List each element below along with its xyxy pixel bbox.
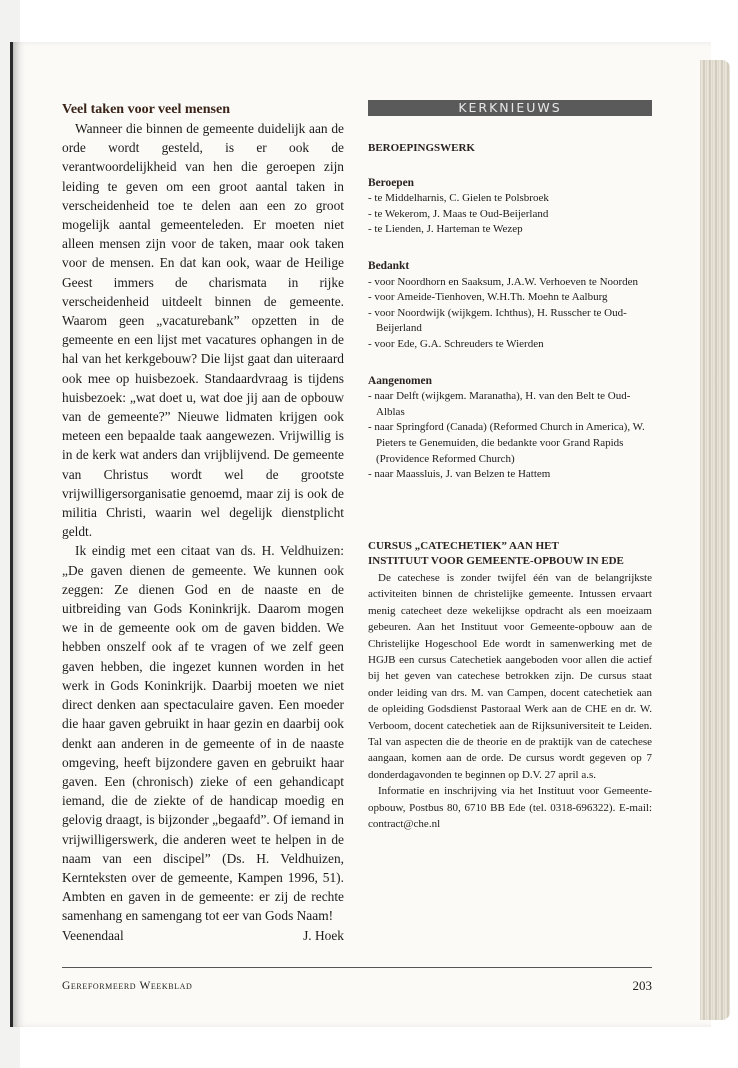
- publication-name: Gereformeerd Weekblad: [62, 980, 193, 992]
- article-heading: Veel taken voor veel mensen: [62, 102, 230, 117]
- list-item: - te Lienden, J. Harteman te Wezep: [368, 223, 523, 236]
- cursus-title-line-1: CURSUS „CATECHETIEK” AAN HET: [368, 539, 559, 552]
- article-paragraph-2: Ik eindig met een citaat van ds. H. Veldhuizen: „De gaven dienen de gemeente. We kunnen ook zeggen: Ze dienen God en de naaste en de uitbreiding van Gods Koninkrijk. Daarom mogen we in de gemeente ook om de gaven bidden. We hebben onszelf ook af te vragen of we zelf geen gaven hebben, die ingezet kunnen worden in het werk in Gods Koninkrijk. Daarbij moeten we niet direct denken aan spectaculaire gaven. Een moeder die haar gaven gebruikt in haar gezin en daarbij ook denkt aan anderen in de gemeente of in de naaste omgeving, heeft bijzondere gaven en gebruikt haar gaven. Een (chronisch) zieke of een gehandicapt iemand, die de ziekte of de handicap moedig en gelovig draagt, is bijzonder „begaafd”. Of iemand in vrijwilligerswerk, die anderen weet te helpen in de naam van een discipel” (Ds. H. Veldhuizen, Kernteksten over de gemeente, Kampen 1996, 51). Ambten en gaven in de gemeente: er zij de rechte samenhang en samengang tot eer van Gods Naam!: [62, 543, 344, 924]
- beroepingswerk-title: BEROEPINGSWERK: [368, 142, 475, 154]
- signature-author: J. Hoek: [303, 927, 344, 943]
- list-item: - te Middelharnis, C. Gielen te Polsbroek: [368, 192, 549, 205]
- article-column: [62, 100, 344, 945]
- list-item: - te Wekerom, J. Maas te Oud-Beijerland: [368, 207, 549, 220]
- cursus-paragraph-1: De catechese is zonder twijfel één van de belangrijkste activiteiten binnen de christelijke gemeente. Intussen ervaart menig catecheet deze wekelijkse opdracht als een moeizaam gebeuren. Aan het Instituut voor Gemeente-opbouw aan de Christelijke Hogeschool Ede wordt in samenwerking met de HGJB een cursus Catechetiek aangeboden voor allen die actief bij het geven van catechese betrokken zijn. De cursus staat onder leiding van drs. M. van Campen, docent catechetiek aan de opleiding Godsdienst Pastoraal Werk aan de CHE en dr. W. Verboom, docent catechetiek aan de Rijksuniversiteit te Leiden. Tal van aspecten die de theorie en de praktijk van de catechese aangaan, komen aan de orde. De cursus wordt gegeven op 7 donderdagavonden te beginnen op D.V. 27 april a.s.: [368, 571, 652, 781]
- list-item: - voor Ede, G.A. Schreuders te Wierden: [368, 337, 544, 350]
- article-signature: [62, 926, 344, 945]
- cursus-title-line-2: INSTITUUT VOOR GEMEENTE-OPBOUW IN EDE: [368, 555, 624, 568]
- beroepen-title: Beroepen: [368, 176, 414, 189]
- page-edges: [700, 60, 730, 1020]
- cursus-paragraph-2: Informatie en inschrijving via het Instituut voor Gemeente-opbouw, Postbus 80, 6710 BB Ede (tel. 0318-696322). E-mail: contract@che.nl: [368, 785, 652, 830]
- news-column: [368, 100, 652, 832]
- list-item: - naar Delft (wijkgem. Maranatha), H. van den Belt te Oud-Alblas: [368, 390, 631, 418]
- footer-rule: [62, 967, 652, 968]
- aangenomen-list: [368, 389, 652, 483]
- list-item: - naar Maassluis, J. van Belzen te Hattem: [368, 468, 551, 481]
- page-number: 203: [632, 978, 652, 993]
- article-paragraph-1: Wanneer die binnen de gemeente duidelijk aan de orde wordt gesteld, is er ook de verantwoordelijkheid van hen die geroepen zijn leiding te geven om een groot aantal taken in verscheidenheid toe te delen aan een zo groot mogelijk aantal gemeenteleden. Er moeten niet alleen mensen zijn voor de taken, maar ook taken voor de mensen. En dat kan ook, waar de Heilige Geest immers de charismata in rijke verscheidenheid uitdeelt binnen de gemeente. Waarom geen „vacaturebank” opzetten in de gemeente en een lijst met vacatures ophangen in de hal van het kerkgebouw? Die lijst gaat dan uiteraard ook mee op huisbezoek. Standaardvraag is tijdens huisbezoek: „wat doet u, wat doe jij aan de opbouw van de gemeente?” Nieuwe lidmaten krijgen ook meteen een bepaalde taak aangewezen. Vrijwillig is in de kerk wat anders dan vrijblijvend. De gemeente van Christus wordt wel de grootste vrijwilligersorganisatie genoemd, maar zij is ook de militia Christi, waarin wel degelijk dienstplicht geldt.: [62, 121, 344, 540]
- section-banner: KERKNIEUWS: [368, 100, 652, 116]
- bedankt-list: [368, 275, 652, 353]
- list-item: - voor Ameide-Tienhoven, W.H.Th. Moehn te Aalburg: [368, 291, 608, 304]
- list-item: - voor Noordwijk (wijkgem. Ichthus), H. Russcher te Oud-Beijerland: [368, 306, 627, 335]
- list-item: - voor Noordhorn en Saaksum, J.A.W. Verhoeven te Noorden: [368, 275, 639, 288]
- signature-place: Veenendaal: [62, 927, 124, 943]
- cursus-announcement: [368, 539, 652, 833]
- aangenomen-title: Aangenomen: [368, 374, 432, 387]
- bedankt-title: Bedankt: [368, 259, 410, 272]
- list-item: - naar Springford (Canada) (Reformed Church in America), W. Pieters te Genemuiden, die bedankte voor Grand Rapids (Providence Reformed Church): [368, 421, 645, 465]
- beroepen-list: [368, 191, 652, 238]
